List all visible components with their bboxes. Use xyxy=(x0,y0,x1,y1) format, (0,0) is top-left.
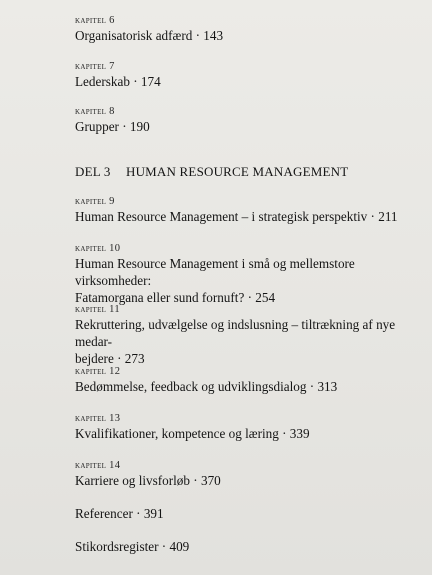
toc-entry-chapter-8 xyxy=(75,106,415,135)
chapter-label: kapitel 9 xyxy=(75,196,115,207)
part-number: DEL 3 xyxy=(75,164,111,179)
chapter-title: Rekruttering, udvælgelse og indslusning – tiltrækning af nye medar- bejdere · 273 xyxy=(75,317,396,366)
chapter-label: kapitel 11 xyxy=(75,304,120,315)
toc-entry-references: Referencer · 391 xyxy=(75,506,164,521)
part-heading xyxy=(75,164,348,180)
toc-entry-index: Stikordsregister · 409 xyxy=(75,539,190,554)
chapter-title: Lederskab · 174 xyxy=(75,74,161,89)
chapter-label: kapitel 12 xyxy=(75,366,121,377)
toc-entry-chapter-9 xyxy=(75,196,415,225)
chapter-title: Human Resource Management – i strategisk perspektiv · 211 xyxy=(75,209,398,224)
chapter-title: Grupper · 190 xyxy=(75,119,150,134)
toc-entry-chapter-7 xyxy=(75,61,415,90)
chapter-title: Human Resource Management i små og mellemstore virksomheder: Fatamorgana eller sund fornuft? · 254 xyxy=(75,256,355,305)
chapter-label: kapitel 8 xyxy=(75,106,115,117)
toc-entry-chapter-6 xyxy=(75,15,415,44)
toc-entry-chapter-12 xyxy=(75,366,415,395)
chapter-title: Organisatorisk adfærd · 143 xyxy=(75,28,224,43)
toc-entry-chapter-13 xyxy=(75,413,415,442)
chapter-label: kapitel 10 xyxy=(75,243,121,254)
toc-entry-chapter-11 xyxy=(75,304,415,367)
chapter-title: Karriere og livsforløb · 370 xyxy=(75,473,221,488)
chapter-label: kapitel 14 xyxy=(75,460,121,471)
chapter-title: Kvalifikationer, kompetence og læring · 339 xyxy=(75,426,310,441)
chapter-label: kapitel 13 xyxy=(75,413,121,424)
toc-entry-chapter-14 xyxy=(75,460,415,489)
part-title: HUMAN RESOURCE MANAGEMENT xyxy=(126,164,349,179)
chapter-label: kapitel 6 xyxy=(75,15,115,26)
toc-entry-chapter-10 xyxy=(75,243,415,306)
chapter-label: kapitel 7 xyxy=(75,61,115,72)
chapter-title: Bedømmelse, feedback og udviklingsdialog · 313 xyxy=(75,379,338,394)
